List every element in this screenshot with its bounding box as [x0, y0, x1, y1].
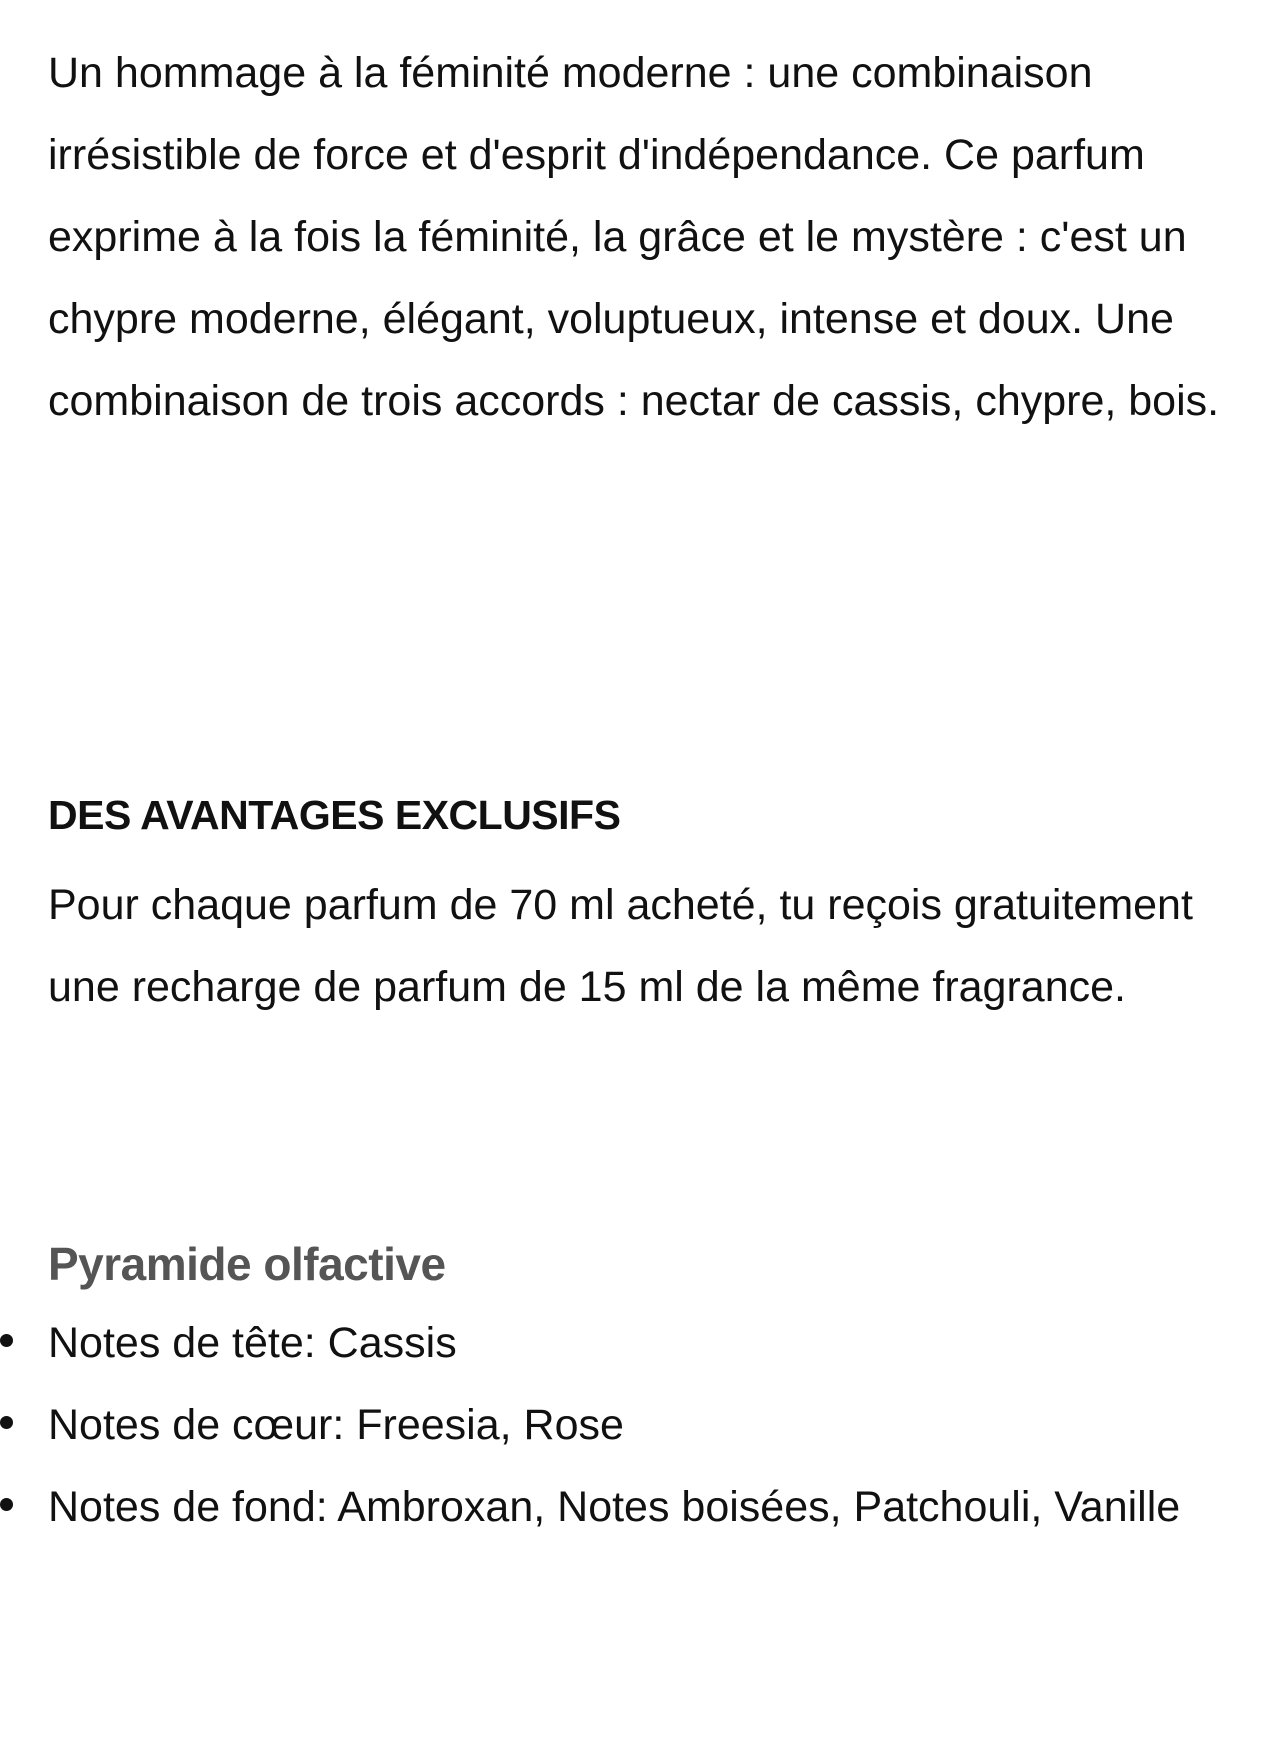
product-description: Un hommage à la féminité moderne : une combinaison irrésistible de force et d'esprit d'indépendance. Ce parfum exprime à la fois la féminité, la grâce et le mystère : c'est un chypre moderne, élégant, voluptueux, intense et doux. Une combinaison de trois accords : nectar de cassis, chypre, bois.: [48, 49, 1220, 425]
olfactory-pyramid-heading: Pyramide olfactive: [48, 1238, 446, 1290]
bullet-icon: [0, 1498, 13, 1511]
list-item-base-notes: [0, 1466, 1269, 1548]
bullet-icon: [0, 1416, 13, 1429]
base-notes-text: Notes de fond: Ambroxan, Notes boisées, Patchouli, Vanille: [48, 1483, 1181, 1531]
advantages-text: Pour chaque parfum de 70 ml acheté, tu reçois gratuitement une recharge de parfum de 15 ml de la même fragrance.: [48, 881, 1193, 1011]
olfactory-notes-list: [0, 1302, 1269, 1548]
advantages-heading: DES AVANTAGES EXCLUSIFS: [48, 792, 621, 838]
list-item-top-notes: [0, 1302, 1269, 1384]
list-item-heart-notes: [0, 1384, 1269, 1466]
bullet-icon: [0, 1334, 13, 1347]
top-notes-text: Notes de tête: Cassis: [48, 1319, 457, 1367]
heart-notes-text: Notes de cœur: Freesia, Rose: [48, 1401, 624, 1449]
